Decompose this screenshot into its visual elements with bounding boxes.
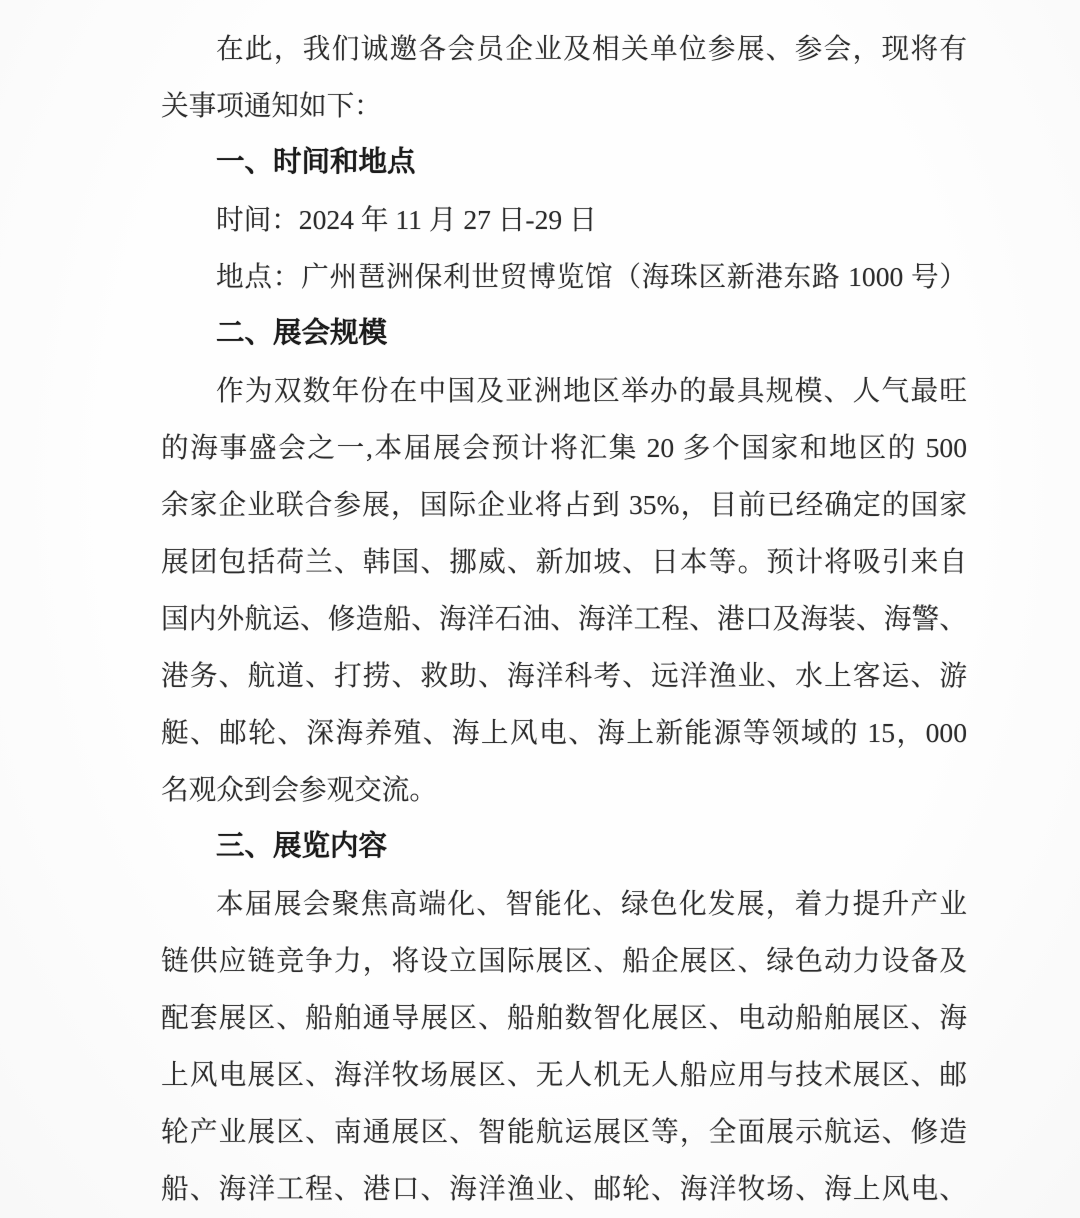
text-line: 时间：2024 年 11 月 27 日-29 日 bbox=[216, 204, 597, 235]
text-line: 国内外航运、修造船、海洋石油、海洋工程、港口及海装、海警、 bbox=[161, 603, 967, 634]
document-text-block bbox=[161, 20, 967, 1217]
text-line: 在此，我们诚邀各会员企业及相关单位参展、参会，现将有 bbox=[216, 33, 967, 64]
text-line: 链供应链竞争力，将设立国际展区、船企展区、绿色动力设备及 bbox=[161, 945, 967, 976]
text-line: 本届展会聚焦高端化、智能化、绿色化发展，着力提升产业 bbox=[216, 888, 967, 919]
text-line: 艇、邮轮、深海养殖、海上风电、海上新能源等领域的 15，000 bbox=[161, 717, 967, 748]
text-line: 配套展区、船舶通导展区、船舶数智化展区、电动船舶展区、海 bbox=[161, 1002, 967, 1033]
text-line: 作为双数年份在中国及亚洲地区举办的最具规模、人气最旺 bbox=[216, 375, 967, 406]
section-heading: 三、展览内容 bbox=[216, 830, 388, 862]
section-heading: 一、时间和地点 bbox=[216, 146, 416, 178]
text-line: 船、海洋工程、港口、海洋渔业、邮轮、海洋牧场、海上风电、 bbox=[161, 1173, 967, 1204]
text-line: 展团包括荷兰、韩国、挪威、新加坡、日本等。预计将吸引来自 bbox=[161, 546, 967, 577]
text-line: 余家企业联合参展，国际企业将占到 35%，目前已经确定的国家 bbox=[161, 489, 967, 520]
text-line: 港务、航道、打捞、救助、海洋科考、远洋渔业、水上客运、游 bbox=[161, 660, 967, 691]
text-line: 轮产业展区、南通展区、智能航运展区等，全面展示航运、修造 bbox=[161, 1116, 967, 1147]
text-line: 上风电展区、海洋牧场展区、无人机无人船应用与技术展区、邮 bbox=[161, 1059, 967, 1090]
text-line: 的海事盛会之一,本届展会预计将汇集 20 多个国家和地区的 500 bbox=[161, 432, 967, 463]
text-line: 关事项通知如下： bbox=[161, 90, 382, 121]
section-heading: 二、展会规模 bbox=[216, 317, 388, 349]
text-line: 地点：广州琶洲保利世贸博览馆（海珠区新港东路 1000 号） bbox=[216, 261, 967, 292]
text-line: 名观众到会参观交流。 bbox=[161, 774, 437, 805]
